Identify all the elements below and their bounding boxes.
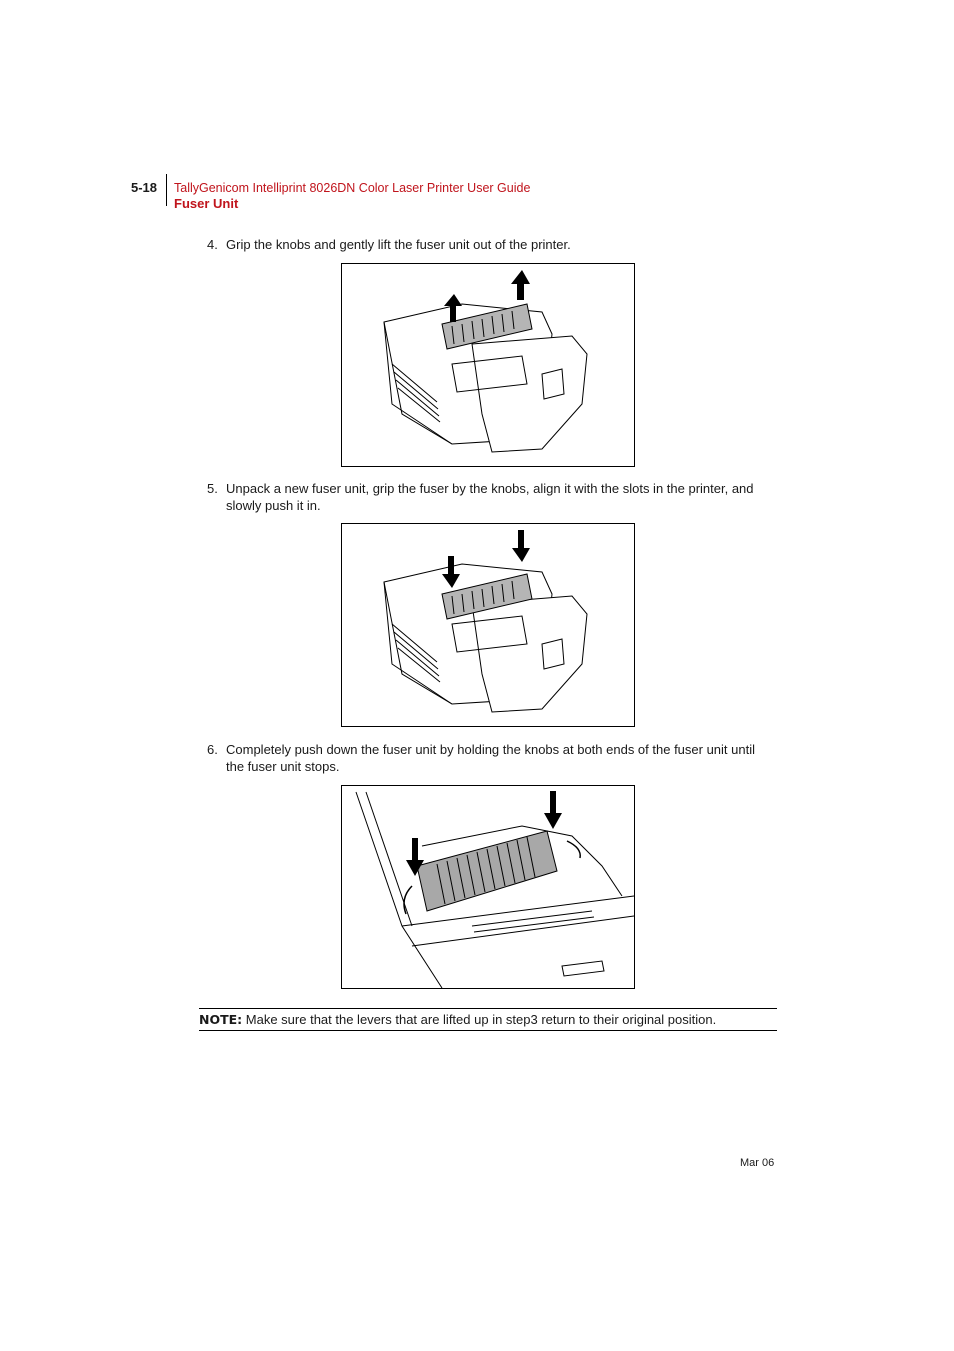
step-6 [207, 741, 767, 775]
document-title: TallyGenicom Intelliprint 8026DN Color Laser Printer User Guide [174, 181, 531, 195]
note-divider-top [199, 1008, 777, 1009]
figure-push-down-fuser [341, 785, 635, 989]
section-title: Fuser Unit [174, 196, 239, 211]
note [199, 1012, 716, 1027]
printer-closeup-illustration [342, 786, 634, 988]
step-text: Unpack a new fuser unit, grip the fuser by the knobs, align it with the slots in the printer, and slowly push it in. [226, 481, 754, 513]
note-text: Make sure that the levers that are lifted up in step3 return to their original position. [245, 1012, 717, 1027]
page-number: 5-18 [131, 180, 158, 195]
step-number: 6. [207, 742, 218, 757]
printer-illustration [342, 524, 634, 726]
note-label: NOTE: [199, 1012, 243, 1027]
step-number: 5. [207, 481, 218, 496]
step-text: Grip the knobs and gently lift the fuser unit out of the printer. [226, 237, 571, 252]
header-divider [166, 174, 167, 206]
step-5 [207, 480, 767, 514]
printer-illustration [342, 264, 634, 466]
step-text: Completely push down the fuser unit by holding the knobs at both ends of the fuser unit until the fuser unit stops. [226, 742, 756, 774]
figure-insert-fuser [341, 523, 635, 727]
figure-lift-fuser [341, 263, 635, 467]
note-divider-bottom [199, 1030, 777, 1031]
footer-date: Mar 06 [740, 1157, 775, 1169]
step-4 [207, 236, 767, 253]
step-number: 4. [207, 237, 218, 252]
